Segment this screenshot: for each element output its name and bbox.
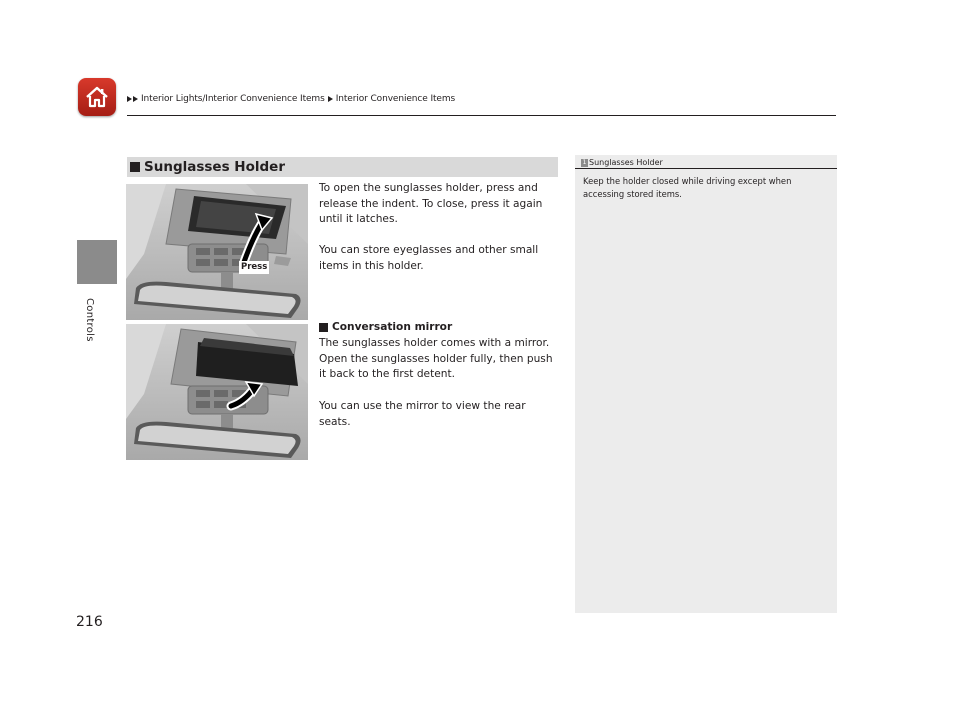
note-text: Keep the holder closed while driving except when accessing stored items. [583, 176, 792, 199]
note-heading [581, 158, 663, 167]
breadcrumb-item-convenience-items[interactable]: Interior Convenience Items [335, 94, 456, 104]
figure-conversation-mirror [126, 324, 308, 460]
breadcrumb [127, 94, 458, 104]
page-number: 216 [76, 614, 103, 630]
breadcrumb-arrow-icon [133, 96, 138, 102]
figure-open-holder [126, 184, 308, 320]
paragraph-storage: You can store eyeglasses and other small items in this holder. [319, 244, 539, 272]
note-panel [575, 155, 837, 613]
chapter-label: Controls [84, 298, 95, 342]
paragraph-open-instructions: To open the sunglasses holder, press and release the indent. To close, press it again until it latches. [319, 182, 543, 225]
breadcrumb-arrow-icon [127, 96, 132, 102]
press-callout-label: Press [241, 262, 268, 272]
subsection-heading [319, 321, 452, 333]
section-heading [127, 157, 558, 177]
square-bullet-icon [130, 162, 140, 172]
paragraph-mirror-instructions: The sunglasses holder comes with a mirror. Open the sunglasses holder fully, then push it back to the first detent. [319, 337, 553, 380]
chapter-tab[interactable] [77, 240, 117, 284]
square-bullet-icon [319, 323, 328, 332]
header-divider [127, 115, 836, 116]
note-divider [575, 168, 837, 169]
home-button[interactable] [78, 78, 116, 116]
breadcrumb-arrow-icon [328, 96, 333, 102]
home-icon [84, 84, 110, 110]
paragraph-mirror-usage: You can use the mirror to view the rear seats. [319, 400, 526, 428]
reference-marker: 1 [582, 158, 587, 166]
breadcrumb-item-interior-lights[interactable]: Interior Lights/Interior Convenience Items [141, 94, 325, 104]
note-title: Sunglasses Holder [589, 158, 663, 167]
subsection-title: Conversation mirror [332, 321, 453, 333]
section-title: Sunglasses Holder [144, 159, 285, 175]
